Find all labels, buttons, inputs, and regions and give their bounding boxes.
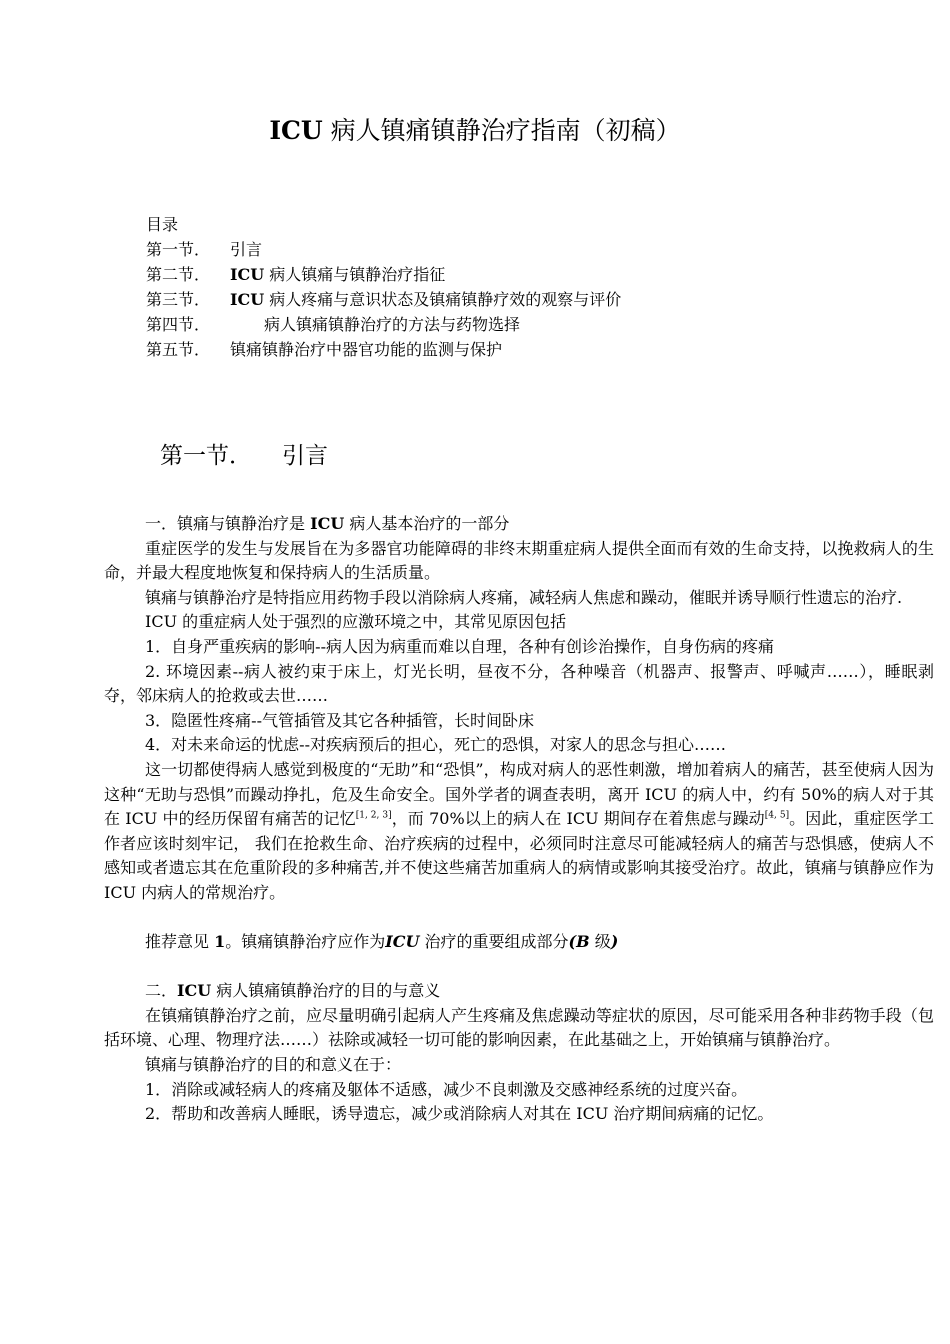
list-item: 2. 环境因素--病人被约束于床上，灯光长明，昼夜不分，各种噪音（机器声、报警声、呼喊声……），睡眠剥夺，邻床病人的抢救或去世…… xyxy=(104,661,934,706)
text-run: ，而 70%以上的病人在 ICU 期间存在着焦虑与躁动 xyxy=(391,809,765,829)
text-run-bold: ICU xyxy=(310,514,345,533)
list-item: 4．对未来命运的忧虑--对疾病预后的担心，死亡的恐惧，对家人的思念与担心…… xyxy=(145,735,726,755)
list-item: 1．消除或减轻病人的疼痛及躯体不适感，减少不良刺激及交感神经系统的过度兴奋。 xyxy=(145,1079,748,1099)
toc-item-3[interactable] xyxy=(146,287,621,312)
list-item: 1．自身严重疾病的影响--病人因为病重而难以自理，各种有创诊治操作，自身伤病的疼痛 xyxy=(145,636,774,656)
recommendation xyxy=(104,930,934,955)
text-run: 病人基本治疗的一部分 xyxy=(344,514,510,533)
paragraph: 镇痛与镇静治疗是特指应用药物手段以消除病人疼痛，减轻病人焦虑和躁动，催眠并诱导顺行性遗忘的治疗. xyxy=(145,587,903,607)
list-item: 2．帮助和改善病人睡眠，诱导遗忘，减少或消除病人对其在 ICU 治疗期间病痛的记忆。 xyxy=(145,1104,774,1124)
section-title: 引言 xyxy=(282,443,328,469)
citation-ref[interactable]: [1, 2, 3] xyxy=(355,810,392,821)
paragraph xyxy=(104,758,934,906)
list-item: 3．隐匿性疼痛--气管插管及其它各种插管，长时间卧床 xyxy=(145,710,534,730)
toc-item-number: 第二节． xyxy=(146,265,211,284)
title-icu: ICU xyxy=(269,116,323,145)
text-run-bold: ICU xyxy=(177,981,212,1001)
subsection-heading-2 xyxy=(104,979,934,1004)
text-run: 推荐意见 xyxy=(145,932,215,952)
toc-item-1[interactable] xyxy=(146,237,621,262)
subsection-heading-1 xyxy=(104,512,934,537)
text-run: 治疗的重要组成部分 xyxy=(419,932,569,952)
text-run-bold-italic: ) xyxy=(610,932,619,952)
toc-item-label: 镇痛镇静治疗中器官功能的监测与保护 xyxy=(230,340,503,359)
toc-item-2[interactable] xyxy=(146,262,621,287)
toc-item-label: 病人镇痛与镇静治疗指征 xyxy=(264,265,446,284)
paragraph: 在镇痛镇静治疗之前，应尽量明确引起病人产生疼痛及焦虑躁动等症状的原因，尽可能采用各种非药物手段（包括环境、心理、物理疗法……）祛除或减轻一切可能的影响因素，在此基础之上，开始镇痛与镇静治疗。 xyxy=(104,1005,934,1050)
toc-item-prefix: ICU xyxy=(230,290,265,309)
toc-item-5[interactable] xyxy=(146,337,621,362)
text-run-bold: 1 xyxy=(214,932,226,952)
toc-item-number: 第四节． xyxy=(146,315,211,334)
document-body xyxy=(104,512,934,1127)
toc-item-label: 病人镇痛镇静治疗的方法与药物选择 xyxy=(264,315,521,334)
toc-item-number: 第一节． xyxy=(146,240,211,259)
text-run: 级 xyxy=(589,932,611,952)
toc-item-label: 病人疼痛与意识状态及镇痛镇静疗效的观察与评价 xyxy=(264,290,622,309)
text-run: 病人镇痛镇静治疗的目的与意义 xyxy=(211,981,441,1001)
document-title xyxy=(0,114,950,148)
section-number: 第一节． xyxy=(160,443,252,469)
paragraph: ICU 的重症病人处于强烈的应激环境之中，其常见原因包括 xyxy=(145,612,567,632)
paragraph: 重症医学的发生与发展旨在为多器官功能障碍的非终末期重症病人提供全面而有效的生命支持，以挽救病人的生命，并最大程度地恢复和保持病人的生活质量。 xyxy=(104,538,934,583)
toc-item-4[interactable] xyxy=(146,312,621,337)
toc-item-prefix: ICU xyxy=(230,265,265,284)
text-run-bold-italic: (B xyxy=(568,932,590,952)
toc-item-number: 第五节． xyxy=(146,340,211,359)
toc-heading: 目录 xyxy=(146,215,179,234)
text-run: 。镇痛镇静治疗应作为 xyxy=(225,932,386,952)
text-run: 。因此，重症医学工作者应该时刻牢记， 我们在抢救生命、治疗疾病的过程中，必须同时注意尽可能减轻病人的痛苦与恐惧感，使病人不感知或者遗忘其在危重阶段的多种痛苦,并不使这些痛苦加重病人的病情或影响其接受治疗。故此，镇痛与镇静应作为 ICU 内病人的常规治疗。 xyxy=(104,809,934,902)
text-run: 二． xyxy=(145,981,178,1001)
section-heading xyxy=(160,440,328,472)
paragraph: 镇痛与镇静治疗的目的和意义在于： xyxy=(145,1055,402,1075)
table-of-contents xyxy=(146,212,621,362)
text-run: 这一切都使得病人感觉到极度的“无助”和“恐惧”，构成对病人的恶性刺激，增加着病人的痛苦，甚至使病人因为这种“无助与恐惧”而躁动挣扎，危及生命安全。国外学者的调查表明，离开 ICU 的病人中，约有 50%的病人对于其在 ICU 中的经历保留有痛苦的记忆 xyxy=(104,759,934,829)
citation-ref[interactable]: [4, 5] xyxy=(764,810,790,821)
title-rest: 病人镇痛镇静治疗指南（初稿） xyxy=(322,116,681,145)
text-run: 一．镇痛与镇静治疗是 xyxy=(145,514,311,533)
text-run-bold-italic: ICU xyxy=(385,932,420,952)
toc-item-label: 引言 xyxy=(230,240,263,259)
toc-item-number: 第三节． xyxy=(146,290,211,309)
